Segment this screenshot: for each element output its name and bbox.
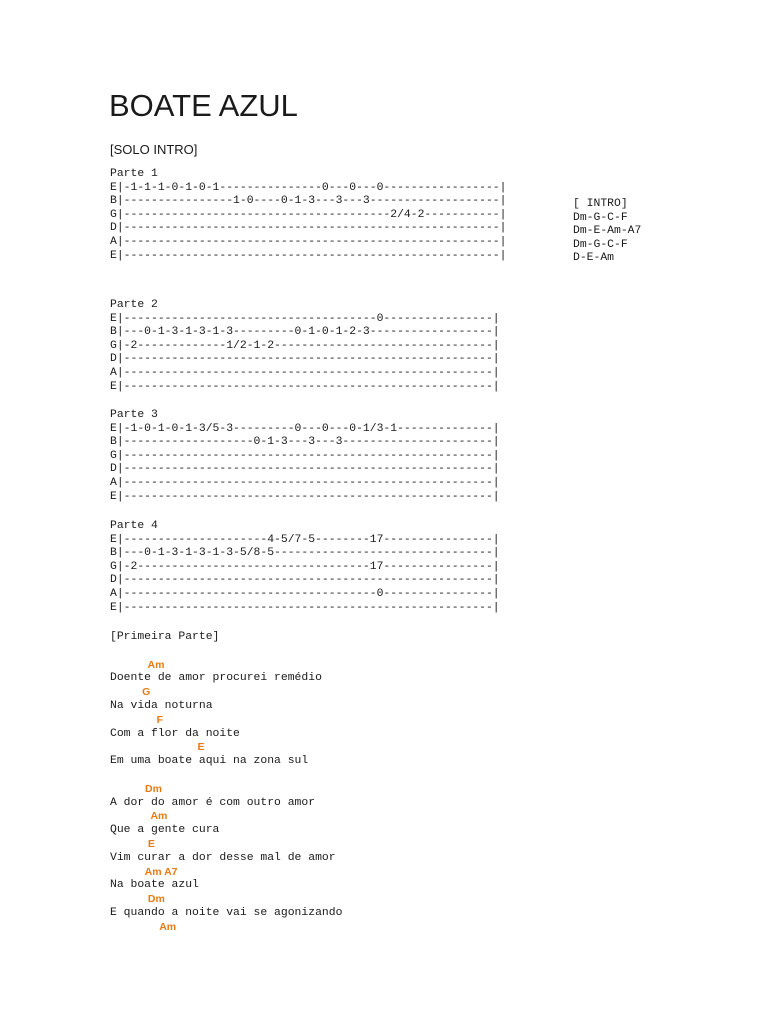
- tab-line: D|------------------------------------------------------|: [110, 574, 500, 587]
- blank-line: [110, 769, 342, 783]
- tab-block-parte-4: [110, 520, 500, 615]
- tab-heading: Parte 2: [110, 299, 158, 311]
- section-heading-primeira-parte: [Primeira Parte]: [110, 631, 220, 643]
- tab-line: A|-------------------------------------0----------------|: [110, 587, 500, 600]
- blank-line: [110, 645, 342, 659]
- intro-note: [ INTRO]: [573, 198, 628, 210]
- lyric-line: Com a flor da noite: [110, 727, 240, 740]
- tab-line: B|----------------1-0----0-1-3---3---3-------------------|: [110, 195, 507, 208]
- lyric-line: Vim curar a dor desse mal de amor: [110, 851, 336, 864]
- tab-line: A|------------------------------------------------------|: [110, 366, 500, 379]
- chord-label: E: [110, 837, 155, 850]
- chord-label: E: [110, 741, 205, 754]
- chord-label: G: [110, 686, 151, 699]
- tab-heading: Parte 1: [110, 168, 158, 180]
- tab-line: A|-------------------------------------------------------|: [110, 235, 507, 248]
- lyric-line: Que a gente cura: [110, 824, 220, 837]
- lyric-line: Doente de amor procurei remédio: [110, 672, 322, 685]
- song-title: BOATE AZUL: [109, 88, 298, 123]
- tab-line: E|------------------------------------------------------|: [110, 490, 500, 503]
- tab-line: G|---------------------------------------2/4-2-----------|: [110, 208, 507, 221]
- chord-label: Am: [110, 810, 168, 823]
- intro-note: Dm-G-C-F: [573, 238, 628, 251]
- chord-label: Dm: [110, 782, 162, 795]
- chord-label: F: [110, 713, 164, 726]
- tab-line: E|-1-0-1-0-1-3/5-3---------0---0---0-1/3-1--------------|: [110, 422, 500, 435]
- tab-line: G|-2----------------------------------17----------------|: [110, 560, 500, 573]
- tab-line: D|------------------------------------------------------|: [110, 463, 500, 476]
- intro-note: D-E-Am: [573, 252, 615, 265]
- chord-label: Am A7: [110, 865, 178, 878]
- intro-chord-notes: [573, 198, 641, 266]
- tab-line: G|------------------------------------------------------|: [110, 449, 500, 462]
- chord-label: Am: [110, 920, 177, 933]
- tab-line: G|-2-------------1/2-1-2--------------------------------|: [110, 339, 500, 352]
- lyric-line: Em uma boate aqui na zona sul: [110, 755, 309, 768]
- tab-line: D|------------------------------------------------------|: [110, 353, 500, 366]
- tab-line: B|---0-1-3-1-3-1-3-5/8-5--------------------------------|: [110, 547, 500, 560]
- tab-line: E|------------------------------------------------------|: [110, 380, 500, 393]
- tab-block-parte-1: [110, 168, 506, 263]
- tab-line: E|---------------------4-5/7-5--------17----------------|: [110, 533, 500, 546]
- lyric-line: Na vida noturna: [110, 699, 213, 712]
- lyric-line: E quando a noite vai se agonizando: [110, 906, 343, 919]
- solo-intro-label: [SOLO INTRO]: [110, 142, 198, 157]
- chord-label: Am: [110, 658, 165, 671]
- tab-heading: Parte 3: [110, 409, 158, 421]
- song-section-primeira-parte: [110, 631, 342, 935]
- tab-line: B|---0-1-3-1-3-1-3---------0-1-0-1-2-3------------------|: [110, 326, 500, 339]
- intro-note: Dm-E-Am-A7: [573, 225, 642, 238]
- tab-block-parte-2: [110, 299, 500, 394]
- lyric-line: Na boate azul: [110, 879, 199, 892]
- tab-line: A|------------------------------------------------------|: [110, 476, 500, 489]
- lyric-line: A dor do amor é com outro amor: [110, 796, 316, 809]
- tab-line: E|-1-1-1-0-1-0-1---------------0---0---0-----------------|: [110, 181, 507, 194]
- tab-line: E|------------------------------------------------------|: [110, 601, 500, 614]
- tab-block-parte-3: [110, 409, 500, 504]
- chord-label: Dm: [110, 893, 165, 906]
- intro-note: Dm-G-C-F: [573, 211, 628, 224]
- tab-line: D|-------------------------------------------------------|: [110, 222, 507, 235]
- tab-line: B|-------------------0-1-3---3---3----------------------|: [110, 436, 500, 449]
- tab-heading: Parte 4: [110, 520, 158, 532]
- tab-line: E|-------------------------------------0----------------|: [110, 312, 500, 325]
- tab-line: E|-------------------------------------------------------|: [110, 249, 507, 262]
